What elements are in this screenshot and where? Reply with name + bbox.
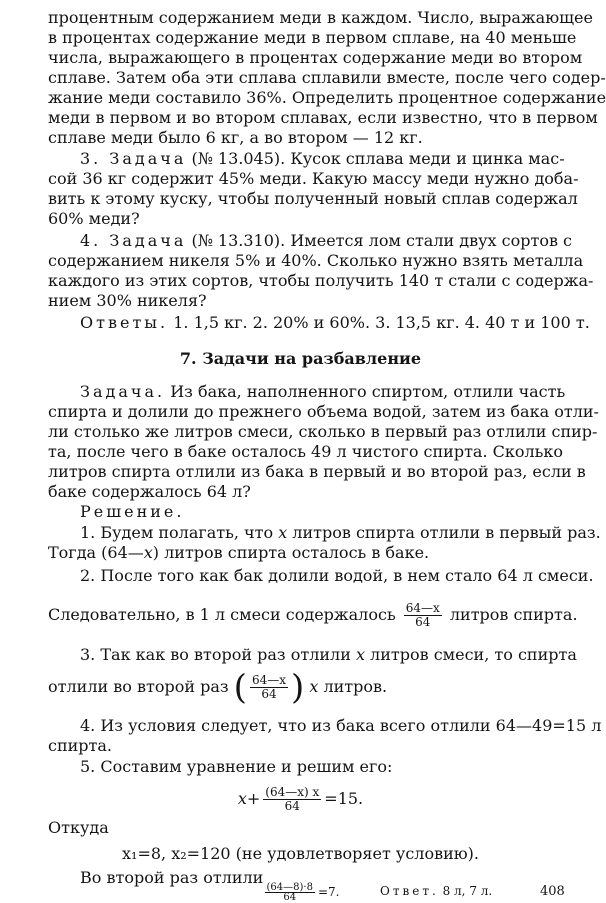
text-line: в процентах содержание меди в первом сплаве, на 40 меньше <box>48 28 577 47</box>
problem-text: Из бака, наполненного спиртом, отлили часть <box>165 382 566 401</box>
step3-post: литров. <box>318 677 388 696</box>
variable-x: x <box>309 677 319 696</box>
fraction-numerator: (64—8)·8 <box>266 882 313 893</box>
right-paren: ) <box>290 667 305 708</box>
equation1-post: =15. <box>324 789 364 808</box>
fraction-denominator: 64 <box>283 892 297 903</box>
answers-label: Ответы. <box>80 313 169 332</box>
fraction <box>404 602 442 629</box>
step2-post: литров спирта. <box>444 605 578 624</box>
text-line: содержанием никеля 5% и 40%. Сколько нужно взять металла <box>48 251 584 270</box>
step3-text-b: литров смеси, то спирта <box>364 645 577 664</box>
problem-label: Задача. <box>80 382 166 401</box>
equation2-post: =7. <box>317 885 340 899</box>
text-line: вить к этому куску, чтобы полученный новый сплав содержал <box>48 189 578 208</box>
roots-line: x₁=8, x₂=120 (не удовлетворяет условию). <box>122 844 479 863</box>
text-line: сплаве. Затем оба эти сплава сплавили вместе, после чего содер- <box>48 68 606 87</box>
step2-pre: Следовательно, в 1 л смеси содержалось <box>48 605 401 624</box>
text-line: числа, выражающего в процентах содержание меди во втором <box>48 48 583 67</box>
fraction <box>263 786 321 813</box>
step1-line1 <box>80 523 601 542</box>
variable-x: x <box>355 645 365 664</box>
fraction-numerator: (64—x) x <box>265 785 320 799</box>
step1-text-b: литров спирта отлили в первый раз. <box>287 523 601 542</box>
step1-text-d: ) литров спирта осталось в баке. <box>152 543 430 562</box>
answers-line <box>80 313 590 332</box>
step1-line2 <box>48 543 553 562</box>
text-line: сой 36 кг содержит 45% меди. Какую массу меди нужно доба- <box>48 169 579 188</box>
task4-first-line <box>80 231 573 250</box>
text-line: меди в первом и во втором сплавах, если известно, что в первом <box>48 108 598 127</box>
problem-first-line <box>80 382 566 401</box>
step2-line1: 2. После того как бак долили водой, в нем стало 64 л смеси. <box>80 566 594 585</box>
text-line: спирта и долили до прежнего объема водой, затем из бака отли- <box>48 402 599 421</box>
text-line: нием 30% никеля? <box>48 291 207 310</box>
page-number: 408 <box>540 884 565 899</box>
task3-text: (№ 13.045). Кусок сплава меди и цинка мас- <box>186 149 565 168</box>
variable-x: x <box>143 543 153 562</box>
step5-line: 5. Составим уравнение и решим его: <box>80 757 393 776</box>
text-line: та, после чего в баке осталось 49 л чистого спирта. Сколько <box>48 442 564 461</box>
task4-label: 4. Задача <box>80 231 187 250</box>
final-answer-text: 8 л, 7 л. <box>438 884 493 898</box>
text-line: процентным содержанием меди в каждом. Число, выражающее <box>48 8 593 27</box>
text-line: жание меди составило 36%. Определить процентное содержание <box>48 88 606 107</box>
text-line: каждого из этих сортов, чтобы получить 140 т стали с содержа- <box>48 271 594 290</box>
answers-text: 1. 1,5 кг. 2. 20% и 60%. 3. 13,5 кг. 4. 40 т и 100 т. <box>168 313 590 332</box>
fraction-numerator: 64—x <box>405 601 440 615</box>
equation1-pre: x+ <box>237 789 261 808</box>
task3-first-line <box>80 149 565 168</box>
step1-text-a: 1. Будем полагать, что <box>80 523 279 542</box>
whence-line: Откуда <box>48 818 109 837</box>
task4-text: (№ 13.310). Имеется лом стали двух сортов с <box>186 231 573 250</box>
text-line: сплаве меди было 6 кг, а во втором — 12 кг. <box>48 128 423 147</box>
text-line: 60% меди? <box>48 209 140 228</box>
step2-line2 <box>48 600 578 632</box>
step3-pre: отлили во второй раз <box>48 677 234 696</box>
section-title: 7. Задачи на разбавление <box>179 349 422 368</box>
task3-label: 3. Задача <box>80 149 187 168</box>
equation-1 <box>0 782 601 816</box>
fraction-denominator: 64 <box>284 799 300 813</box>
fraction <box>265 883 315 902</box>
left-paren: ( <box>233 667 247 708</box>
text-line: баке содержалось 64 л? <box>48 482 251 501</box>
solution-label: Решение. <box>80 502 185 521</box>
variable-x: x <box>278 523 288 542</box>
step1-text-c: Тогда (64— <box>48 543 144 562</box>
step3-text-a: 3. Так как во второй раз отлили <box>80 645 356 664</box>
text-line: ли столько же литров смеси, сколько в первый раз отлили спир- <box>48 422 598 441</box>
fraction-numerator: 64—x <box>251 673 286 687</box>
step4-line1: 4. Из условия следует, что из бака всего отлили 64—49=15 л <box>80 716 602 735</box>
final-answer-label: Ответ. <box>380 884 439 898</box>
second-time-line: Во второй раз отлили <box>80 868 264 887</box>
final-answer-line <box>380 884 530 898</box>
fraction-denominator: 64 <box>415 615 431 629</box>
step4-line2: спирта. <box>48 736 113 755</box>
step3-line2 <box>48 668 553 708</box>
step3-line1 <box>80 645 577 664</box>
fraction <box>250 674 288 701</box>
text-line: литров спирта отлили из бака в первый и во второй раз, если в <box>48 462 586 481</box>
fraction-denominator: 64 <box>261 687 277 701</box>
